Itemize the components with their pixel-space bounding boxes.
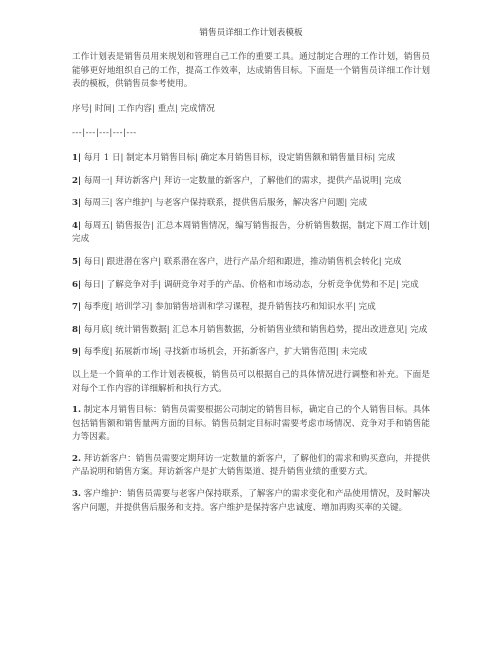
row-number: 7| [72, 302, 82, 313]
plan-row-4 [72, 220, 430, 247]
plan-row-2 [72, 175, 430, 189]
row-number: 2| [72, 175, 82, 186]
row-text: 每月底| 统计销售数据| 汇总本月销售数据，分析销售业绩和销售趋势，提出改进意见| 完成 [81, 324, 428, 335]
plan-row-9 [72, 346, 430, 360]
row-number: 4| [72, 220, 82, 231]
row-number: 5| [72, 256, 82, 267]
detail-item-2 [72, 453, 430, 480]
plan-row-8 [72, 324, 430, 338]
detail-text: 拜访新客户：销售员需要定期拜访一定数量的新客户，了解他们的需求和购买意向，并提供产品说明和销售方案。拜访新客户是扩大销售渠道、提升销售业绩的重要方式。 [72, 453, 430, 478]
row-text: 每季度| 培训学习| 参加销售培训和学习课程，提升销售技巧和知识水平| 完成 [81, 302, 376, 313]
detail-text: 客户维护：销售员需要与老客户保持联系，了解客户的需求变化和产品使用情况，及时解决客户问题，并提供售后服务和支持。客户维护是保持客户忠诚度、增加再购买率的关键。 [72, 489, 430, 513]
table-separator-line: ---|---|---|---|--- [72, 128, 137, 139]
row-text: 每周三| 客户维护| 与老客户保持联系，提供售后服务，解决客户问题| 完成 [81, 198, 368, 209]
plan-row-3 [72, 197, 430, 211]
row-text: 每周五| 销售报告| 汇总本周销售情况，编写销售报告，分析销售数据，制定下周工作计划| 完成 [72, 220, 430, 245]
row-text: 每月 1 日| 制定本月销售目标| 确定本月销售目标，设定销售额和销售量目标| 完成 [81, 152, 396, 163]
detail-item-3 [72, 488, 430, 515]
row-number: 1| [72, 152, 82, 163]
row-text: 每周一| 拜访新客户| 拜访一定数量的新客户，了解他们的需求，提供产品说明| 完成 [81, 175, 402, 186]
plan-row-7 [72, 301, 430, 315]
detail-number: 2. [72, 453, 81, 464]
row-number: 9| [72, 347, 82, 358]
intro-paragraph: 工作计划表是销售员用来规划和管理自己工作的重要工具。通过制定合理的工作计划，销售员能够更好地组织自己的工作，提高工作效率，达成销售目标。下面是一个销售员详细工作计划表的模板，供销售员参考使用。 [72, 52, 430, 90]
document-title: 销售员详细工作计划表模板 [199, 28, 303, 38]
row-number: 3| [72, 198, 82, 209]
plan-row-5 [72, 256, 430, 270]
plan-row-1 [72, 152, 430, 166]
plan-row-6 [72, 279, 430, 293]
row-text: 每季度| 拓展新市场| 寻找新市场机会，开拓新客户，扩大销售范围| 未完成 [81, 347, 368, 358]
row-number: 6| [72, 279, 82, 290]
detail-text: 制定本月销售目标：销售员需要根据公司制定的销售目标，确定自己的个人销售目标。具体包括销售额和销售量两方面的目标。销售员制定目标时需要考虑市场情况、竞争对手和销售能力等因素。 [72, 405, 430, 443]
detail-number: 1. [72, 405, 81, 416]
detail-item-1 [72, 404, 430, 445]
row-number: 8| [72, 324, 82, 335]
table-header-line: 序号| 时间| 工作内容| 重点| 完成情况 [72, 103, 215, 114]
detail-number: 3. [72, 489, 81, 500]
row-text: 每日| 跟进潜在客户| 联系潜在客户，进行产品介绍和跟进，推动销售机会转化| 完成 [81, 256, 402, 267]
outro-paragraph: 以上是一个简单的工作计划表模板，销售员可以根据自己的具体情况进行调整和补充。下面是对每个工作内容的详细解析和执行方式。 [72, 369, 430, 394]
row-text: 每日| 了解竞争对手| 调研竞争对手的产品、价格和市场动态，分析竞争优势和不足| 完成 [81, 279, 419, 290]
